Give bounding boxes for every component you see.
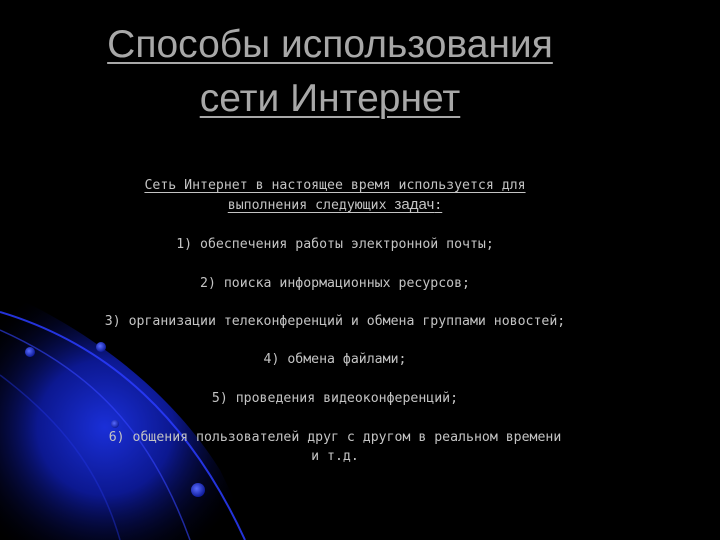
list-item: 3) организации телеконференций и обмена группами новостей;: [104, 314, 566, 329]
list-item-continuation: и т.д.: [311, 449, 359, 464]
intro-line-2: [0, 196, 670, 215]
slide-title: [0, 18, 660, 126]
intro-text: выполнения следующих: [227, 198, 395, 213]
list-item: 4) обмена файлами;: [263, 352, 407, 367]
intro-emphasis: задач: [394, 196, 435, 213]
list-item: 6) общения пользователей друг с другом в реальном времени: [108, 430, 562, 445]
list-item: 1) обеспечения работы электронной почты;: [176, 237, 494, 252]
bullet-dot: [111, 420, 119, 428]
list-item: 5) проведения видеоконференций;: [211, 391, 459, 406]
title-line-1: Способы использования: [107, 23, 553, 66]
title-line-2: сети Интернет: [199, 77, 461, 120]
intro-colon: :: [434, 198, 443, 213]
intro-line-1: Сеть Интернет в настоящее время используется для: [144, 178, 526, 193]
bullet-dot: [191, 483, 205, 497]
list-item: 2) поиска информационных ресурсов;: [200, 276, 470, 291]
